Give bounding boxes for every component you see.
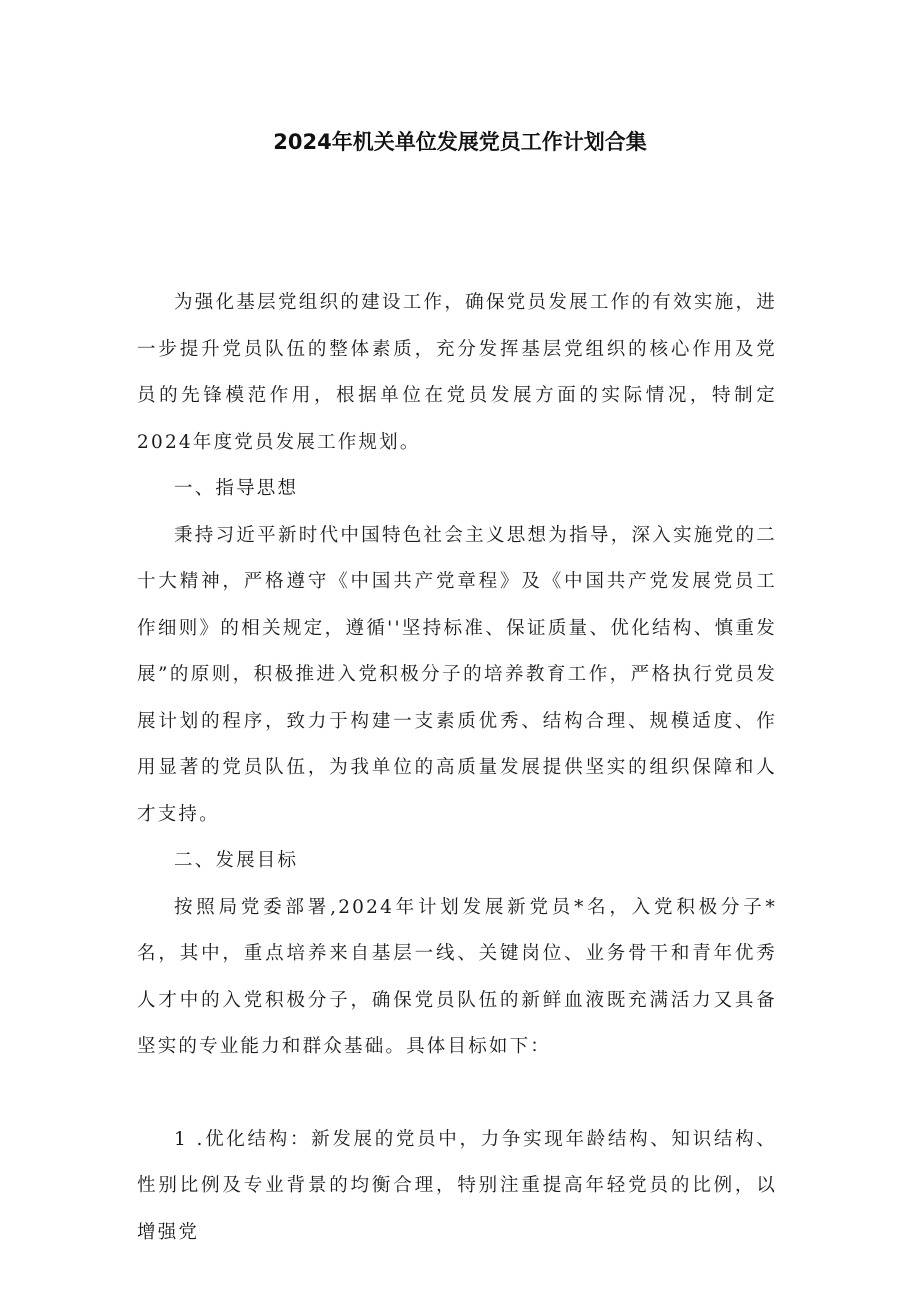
paragraph-intro: 为强化基层党组织的建设工作，确保党员发展工作的有效实施，进一步提升党员队伍的整体素质，充分发挥基层党组织的核心作用及党员的先锋模范作用，根据单位在党员发展方面的实际情况，特制定2024年度党员发展工作规划。 xyxy=(137,292,777,453)
document-title: 2024年机关单位发展党员工作计划合集 xyxy=(273,130,647,154)
section-heading-development-goals: 二、发展目标 xyxy=(174,850,299,871)
paragraph-guiding-thought: 秉持习近平新时代中国特色社会主义思想为指导，深入实施党的二十大精神，严格遵守《中国共产党章程》及《中国共产党发展党员工作细则》的相关规定，遵循''坚持标准、保证质量、优化结构、慎重发展”的原则，积极推进入党积极分子的培养教育工作，严格执行党员发展计划的程序，致力于构建一支素质优秀、结构合理、规模适度、作用显著的党员队伍，为我单位的高质量发展提供坚实的组织保障和人才支持。 xyxy=(137,524,777,825)
document-body xyxy=(137,280,777,1256)
paragraph-development-goals: 按照局党委部署,2024年计划发展新党员*名，入党积极分子*名，其中，重点培养来自基层一线、关键岗位、业务骨干和青年优秀人才中的入党积极分子，确保党员队伍的新鲜血液既充满活力又具备坚实的专业能力和群众基础。具体目标如下： xyxy=(137,896,777,1057)
section-heading-guiding-thought: 一、指导思想 xyxy=(174,478,299,499)
paragraph-optimize-structure: 1 .优化结构：新发展的党员中，力争实现年龄结构、知识结构、性别比例及专业背景的均衡合理，特别注重提高年轻党员的比例，以增强党 xyxy=(137,1128,777,1243)
